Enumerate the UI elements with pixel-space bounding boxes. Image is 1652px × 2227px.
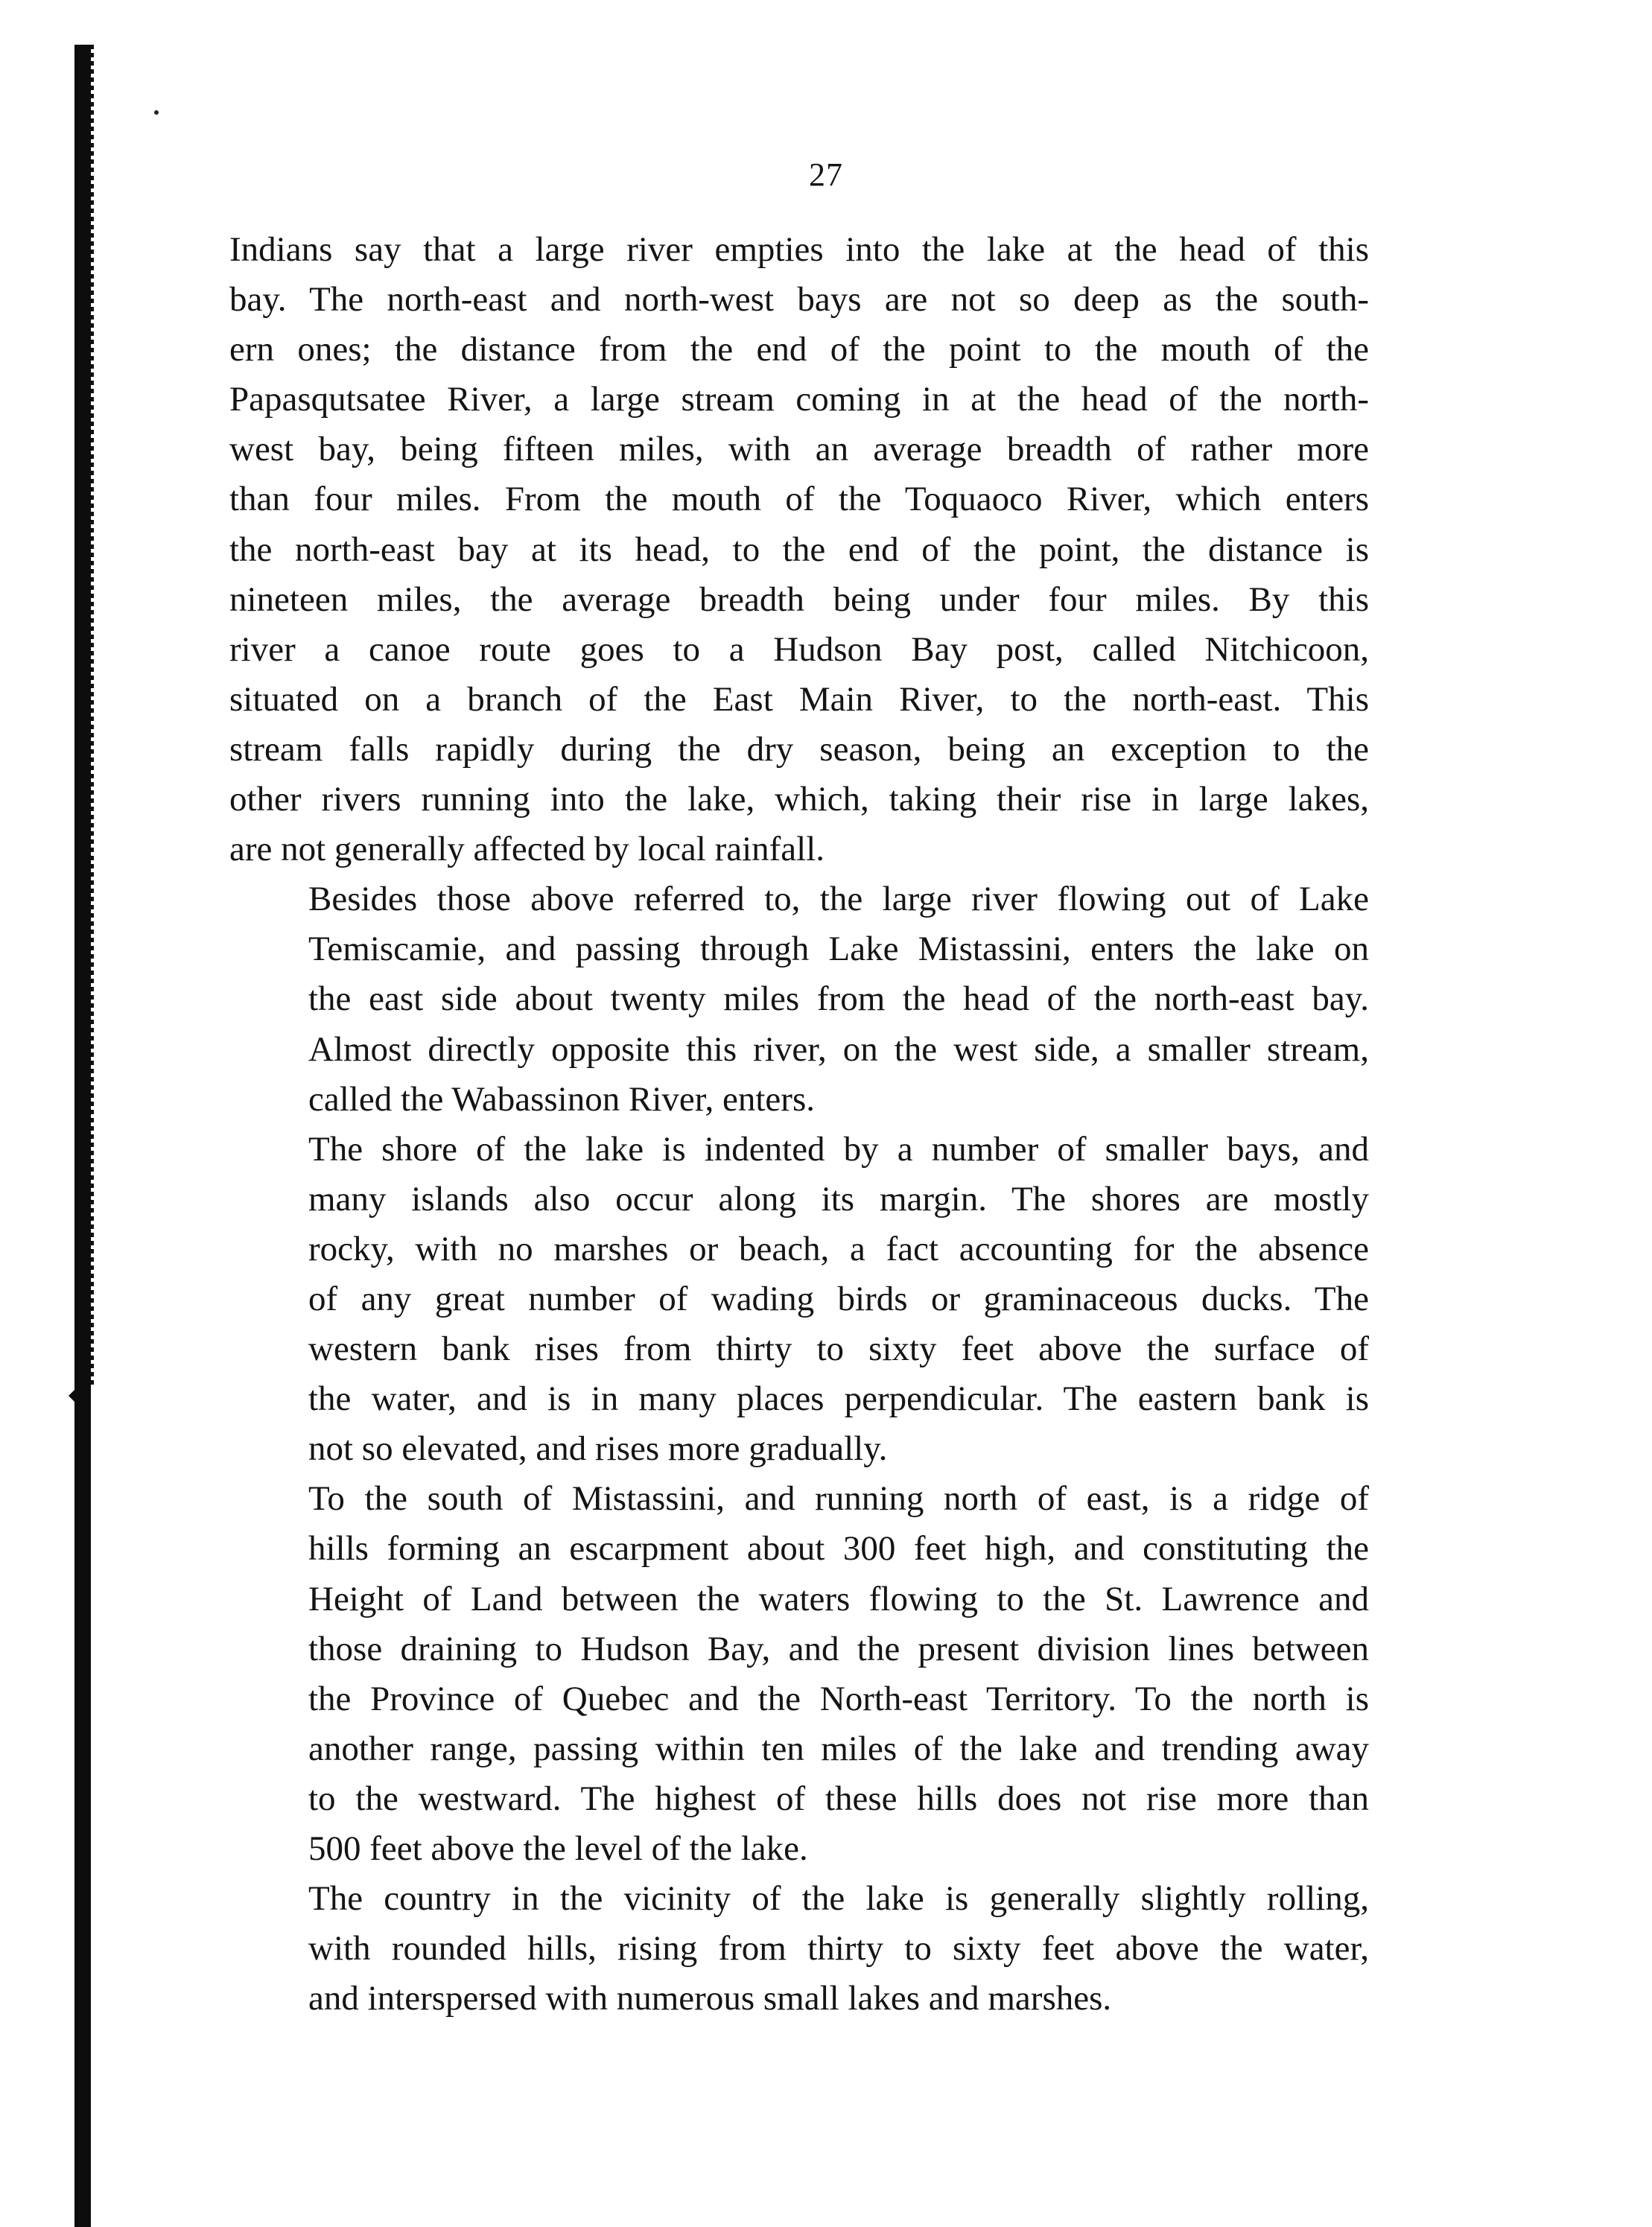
text-line: Height of Land between the waters flowing to the St. Lawrence and: [308, 1579, 1369, 1618]
text-line: than four miles. From the mouth of the Toquaoco River, which enters: [229, 480, 1369, 519]
paragraph-1: [229, 225, 1369, 874]
text-line: western bank rises from thirty to sixty feet above the surface of: [308, 1329, 1369, 1369]
text-line: Besides those above referred to, the large river flowing out of Lake: [308, 880, 1369, 919]
text-line: The shore of the lake is indented by a number of smaller bays, and: [308, 1129, 1369, 1169]
text-line: the Province of Quebec and the North-east Territory. To the north is: [308, 1679, 1369, 1718]
text-line: not so elevated, and rises more gradually.: [308, 1429, 888, 1469]
text-line: Temiscamie, and passing through Lake Mistassini, enters the lake on: [308, 930, 1369, 969]
text-line: situated on a branch of the East Main River, to the north-east. This: [229, 679, 1369, 719]
text-line: are not generally affected by local rainfall.: [229, 830, 825, 869]
text-line: other rivers running into the lake, which, taking their rise in large lakes,: [229, 780, 1369, 819]
page-binding-texture: [91, 45, 94, 1385]
text-line: the water, and is in many places perpendicular. The eastern bank is: [308, 1379, 1369, 1419]
text-line: ern ones; the distance from the end of the point to the mouth of the: [229, 330, 1369, 369]
text-line: with rounded hills, rising from thirty to sixty feet above the water,: [308, 1929, 1369, 1969]
text-line: the north-east bay at its head, to the end of the point, the distance is: [229, 530, 1369, 569]
paragraph-5: [229, 1874, 1369, 2024]
text-line: the east side about twenty miles from the head of the north-east bay.: [308, 979, 1369, 1019]
text-line: another range, passing within ten miles of the lake and trending away: [308, 1729, 1369, 1768]
text-line: nineteen miles, the average breadth being under four miles. By this: [229, 579, 1369, 619]
text-line: many islands also occur along its margin. The shores are mostly: [308, 1179, 1369, 1219]
paragraph-3: [229, 1125, 1369, 1475]
text-line: river a canoe route goes to a Hudson Bay post, called Nitchicoon,: [229, 629, 1369, 669]
text-line: of any great number of wading birds or graminaceous ducks. The: [308, 1279, 1369, 1318]
text-line: bay. The north-east and north-west bays are not so deep as the south-: [229, 280, 1369, 320]
text-line: hills forming an escarpment about 300 feet high, and constituting the: [308, 1529, 1369, 1569]
text-line: rocky, with no marshes or beach, a fact accounting for the absence: [308, 1229, 1369, 1268]
binding-notch: [69, 1384, 80, 1408]
text-line: called the Wabassinon River, enters.: [308, 1079, 815, 1119]
paragraph-2: [229, 874, 1369, 1124]
text-line: 500 feet above the level of the lake.: [308, 1829, 808, 1868]
paragraph-4: [229, 1474, 1369, 1874]
text-line: To the south of Mistassini, and running north of east, is a ridge of: [308, 1479, 1369, 1519]
text-line: and interspersed with numerous small lakes and marshes.: [308, 1979, 1112, 2018]
text-line: stream falls rapidly during the dry season, being an exception to the: [229, 729, 1369, 769]
page-number: 27: [809, 156, 843, 193]
body-text: [229, 225, 1369, 2024]
scan-speck: [154, 110, 159, 115]
text-line: Indians say that a large river empties into the lake at the head of this: [229, 230, 1369, 269]
text-line: those draining to Hudson Bay, and the present division lines between: [308, 1629, 1369, 1668]
text-line: The country in the vicinity of the lake is generally slightly rolling,: [308, 1879, 1369, 1919]
text-line: to the westward. The highest of these hills does not rise more than: [308, 1779, 1369, 1818]
page-binding-edge: [74, 45, 91, 2227]
text-line: Almost directly opposite this river, on the west side, a smaller stream,: [308, 1029, 1369, 1069]
text-line: west bay, being fifteen miles, with an average breadth of rather more: [229, 430, 1369, 469]
text-line: Papasqutsatee River, a large stream coming in at the head of the north-: [229, 380, 1369, 419]
